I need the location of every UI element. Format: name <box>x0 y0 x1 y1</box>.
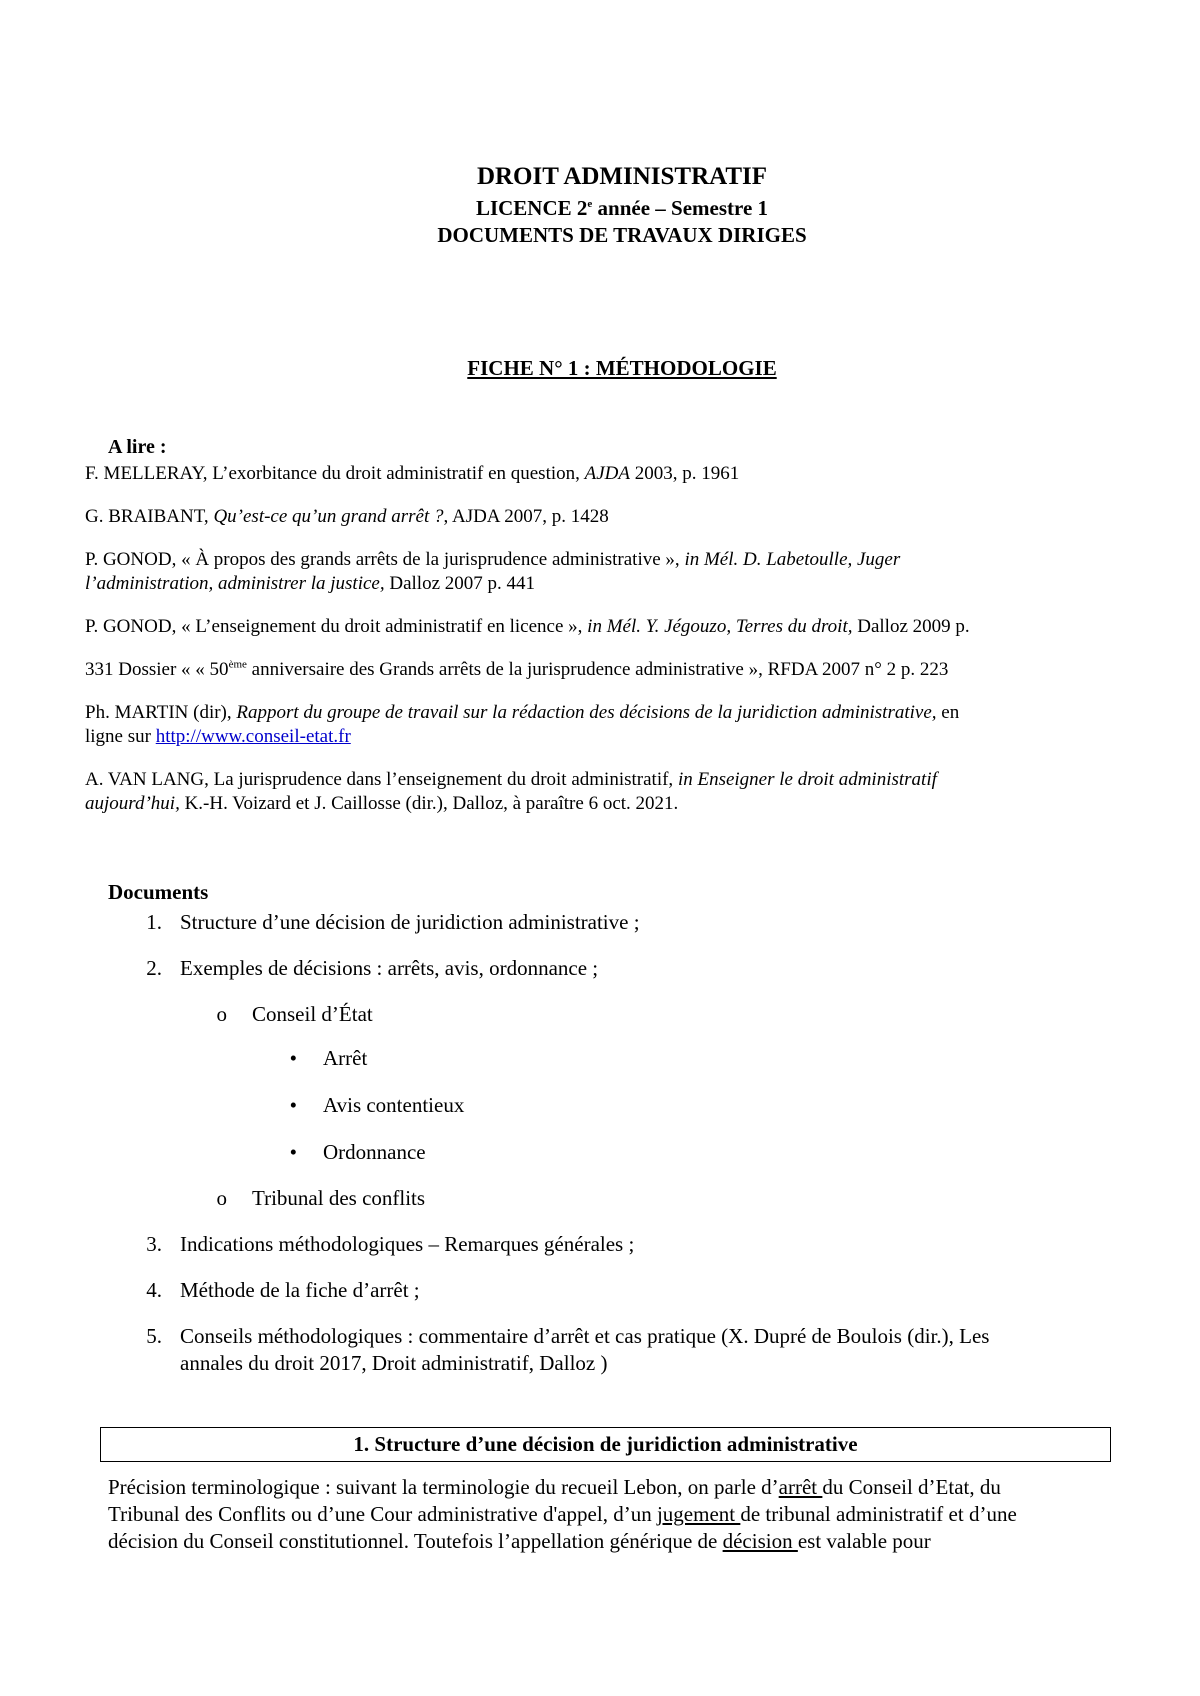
paragraph-line: Précision terminologique : suivant la terminologie du recueil Lebon, on parle d’arrêt du Conseil d’Etat, du <box>108 1475 1001 1499</box>
documents-heading: Documents <box>108 880 209 904</box>
paragraph-line: Tribunal des Conflits ou d’une Cour administrative d'appel, d’un jugement de tribunal administratif et d’une <box>108 1502 1017 1526</box>
a-lire-heading: A lire : <box>108 436 167 458</box>
document-page: DROIT ADMINISTRATIF LICENCE 2e année – Semestre 1 DOCUMENTS DE TRAVAUX DIRIGES FICHE N° 1 : MÉTHODOLOGIE A lire : F. MELLERAY, L’exorbitance du droit administratif en question, AJDA 2003, p. 1961 G. BRAIBANT, Qu’est-ce qu’un grand arrêt ?, AJDA 2007, p. 1428 P. GONOD, « À propos des grands arrêts de la jurisprudence administrative », in Mél. D. Labetoulle, Juger l’administration, administrer la justice, Dalloz 2007 p. 441 P. GONOD, « L’enseignement du droit administratif en licence », in Mél. Y. Jégouzo, Terres du droit, Dalloz 2009 p. 331 Dossier « « 50ème anniversaire des Grands arrêts de la jurisprudence administrative », RFDA 2007 n° 2 p. 223 Ph. MARTIN (dir), Rapport du groupe de travail sur la rédaction des décisions de la juridiction administrative, en ligne sur http://www.conseil-etat.fr A. VAN LANG, La jurisprudence dans l’enseignement du droit administratif, in Enseigner le droit administratif aujourd’hui, K.-H. Voizard et J. Caillosse (dir.), Dalloz, à paraître 6 oct. 2021. Documents 1. Structure d’une décision de juridiction administrative ; 2. Exemples de décisions : arrêts, avis, ordonnance ; o Conseil d’État • Arrêt • Avis contentieux • Ordonnance o Tribunal des conflits 3. Indications méthodologiques – Remarques générales ; 4. Méthode de la fiche d’arrêt ; 5. Conseils méthodologiques : commentaire d’arrêt et cas pratique (X. Dupré de Boulois (dir.), Les annales du droit 2017, Droit administratif, Dalloz ) 1. Structure d’une décision de juridiction administrative Précision terminologique : suivant la terminologie du recueil Lebon, on parle d’arrêt du Conseil d’Etat, du Tribunal des Conflits ou d’une Cour administrative d'appel, d’un jugement de tribunal administratif et d’une décision du Conseil constitutionnel. Toutefois l’appellation générique de décision est valable pour <box>0 0 1200 1696</box>
document-subtitle-2: DOCUMENTS DE TRAVAUX DIRIGES <box>437 223 807 247</box>
reading-ref: A. VAN LANG, La jurisprudence dans l’enseignement du droit administratif, in Enseigner le droit administratif aujourd’hui, K.-H. Voizard et J. Caillosse (dir.), Dalloz, à paraître 6 oct. 2021. <box>85 769 937 814</box>
document-title: DROIT ADMINISTRATIF <box>476 163 768 190</box>
reading-ref: 331 Dossier « « 50ème anniversaire des Grands arrêts de la jurisprudence administrative », RFDA 2007 n° 2 p. 223 <box>85 658 949 680</box>
document-subtitle: LICENCE 2e année – Semestre 1 <box>475 196 769 220</box>
reading-ref: G. BRAIBANT, Qu’est-ce qu’un grand arrêt ?, AJDA 2007, p. 1428 <box>85 506 609 527</box>
reading-ref: P. GONOD, « L’enseignement du droit administratif en licence », in Mél. Y. Jégouzo, Terres du droit, Dalloz 2009 p. <box>85 616 970 637</box>
conseil-etat-link[interactable]: http://www.conseil-etat.fr <box>155 726 351 747</box>
reading-ref: Ph. MARTIN (dir), Rapport du groupe de travail sur la rédaction des décisions de la juridiction administrative, en ligne sur http://www.conseil-etat.fr <box>85 702 960 747</box>
reading-ref: P. GONOD, « À propos des grands arrêts de la jurisprudence administrative », in Mél. D. Labetoulle, Juger l’administration, administrer la justice, Dalloz 2007 p. 441 <box>85 549 901 594</box>
section-title: 1. Structure d’une décision de juridiction administrative <box>353 1432 858 1456</box>
section-title-box <box>100 1427 1111 1462</box>
reading-ref: F. MELLERAY, L’exorbitance du droit administratif en question, AJDA 2003, p. 1961 <box>85 463 740 484</box>
paragraph-line: décision du Conseil constitutionnel. Toutefois l’appellation générique de décision est valable pour <box>108 1529 931 1553</box>
fiche-title: FICHE N° 1 : MÉTHODOLOGIE <box>467 356 777 380</box>
